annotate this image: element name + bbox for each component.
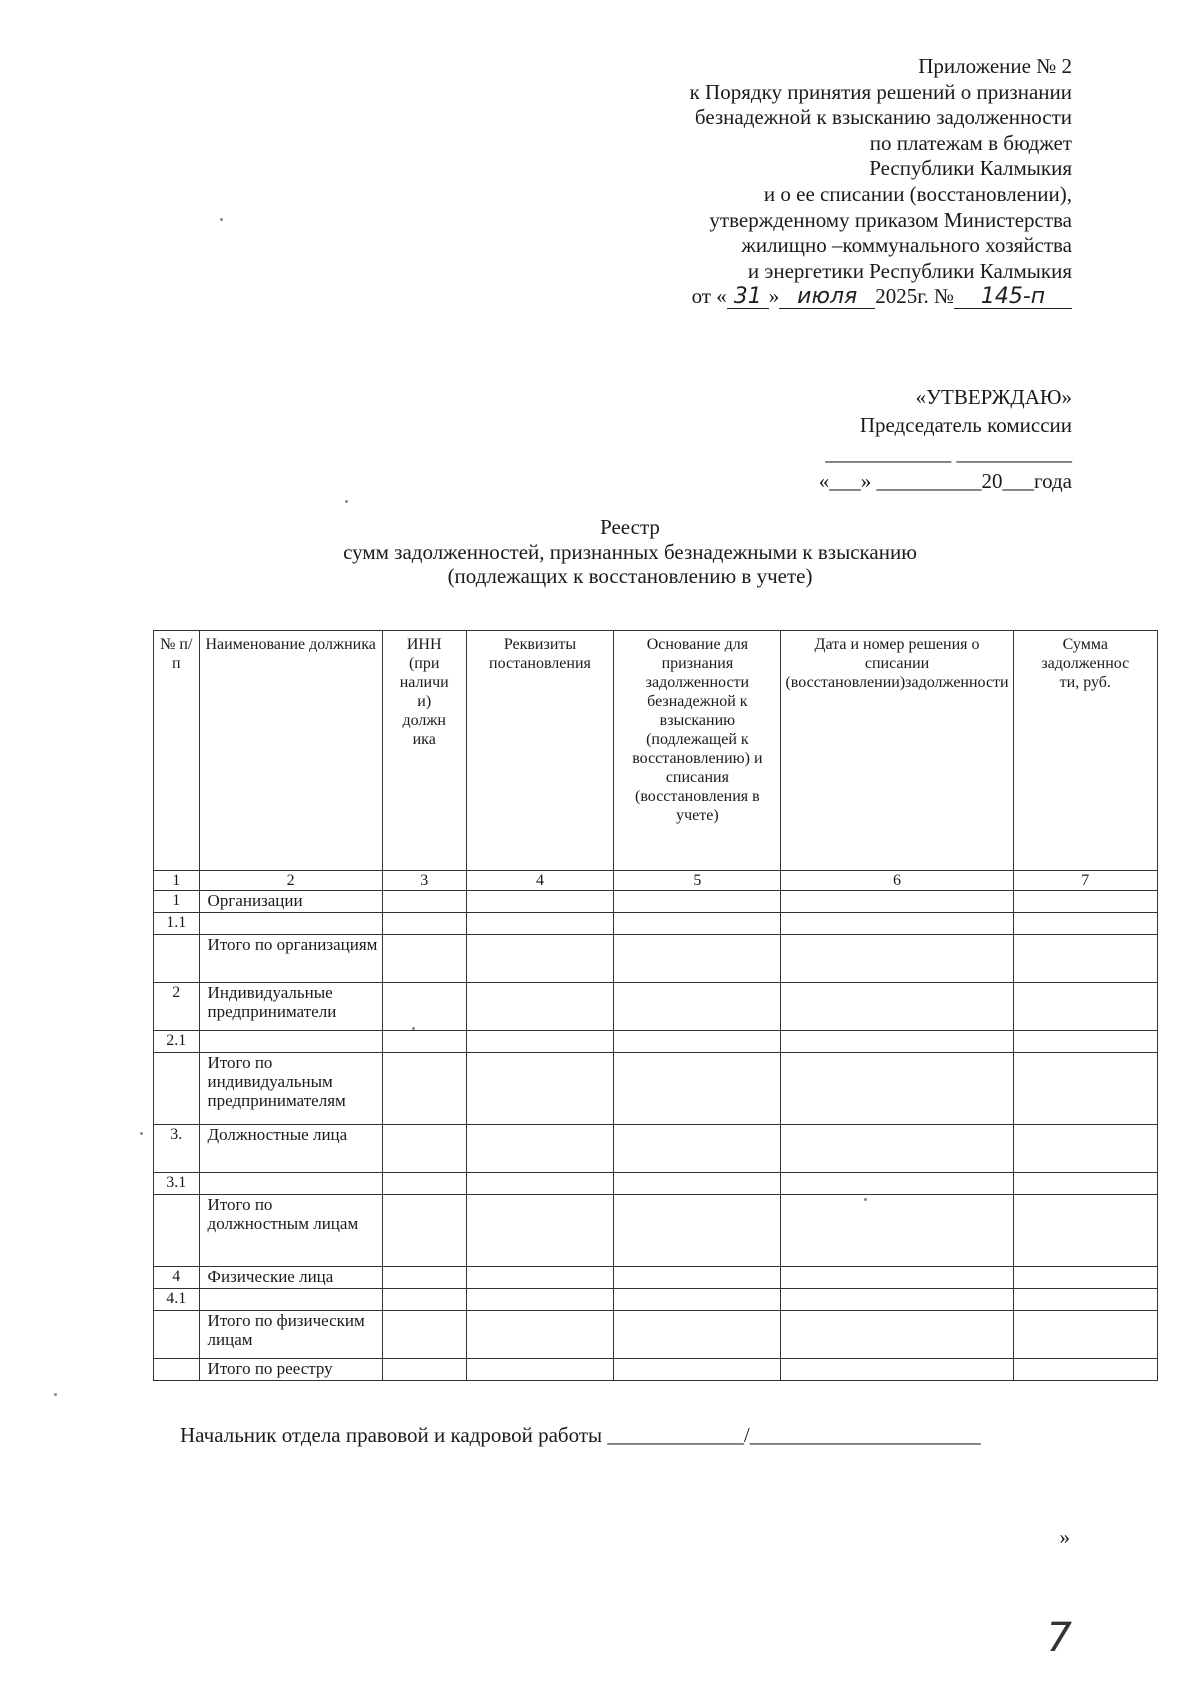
handwritten-month: июля (779, 286, 875, 309)
appendix-line: жилищно –коммунального хозяйства (741, 233, 1072, 258)
row-name: Итого по физическим лицам (199, 1311, 382, 1359)
scan-speck (864, 1198, 867, 1201)
department-head-signature-line: Начальник отдела правовой и кадровой работы _____________/______________________ (180, 1423, 981, 1447)
table-row (154, 1031, 1158, 1053)
heading-line: (подлежащих к восстановлению в учете) (447, 564, 813, 588)
heading-line: Реестр (600, 515, 660, 539)
appendix-line: к Порядку принятия решений о признании (689, 79, 1072, 104)
appendix-line: Республики Калмыкия (869, 156, 1072, 181)
header-text-line: и) (417, 693, 432, 710)
approval-title: «УТВЕРЖДАЮ» (915, 385, 1072, 409)
row-name: Физические лица (199, 1267, 382, 1289)
col-header-inn (382, 631, 466, 871)
table-row (154, 983, 1158, 1031)
row-number: 3. (154, 1125, 200, 1173)
table-row (154, 1053, 1158, 1125)
column-index: 3 (382, 871, 466, 891)
register-heading (240, 515, 1020, 589)
quote-close: » (768, 284, 780, 309)
scan-speck (140, 1132, 143, 1135)
row-name: Организации (199, 891, 382, 913)
approval-signature-line: ____________ ___________ (825, 441, 1072, 465)
table-row (154, 1173, 1158, 1195)
col-header-sum (1013, 631, 1157, 871)
table-row (154, 1359, 1158, 1381)
appendix-line: по платежам в бюджет (869, 130, 1072, 155)
row-number (154, 1195, 200, 1267)
header-text-line: ика (412, 731, 436, 748)
approval-date-line: «___» __________20___года (818, 469, 1072, 493)
row-name: Итого по индивидуальным предпринимателям (199, 1053, 382, 1125)
row-number (154, 1053, 200, 1125)
row-name: Итого по организациям (199, 935, 382, 983)
header-text-line: наличи (399, 674, 449, 691)
header-text-line: (при (408, 655, 440, 672)
approval-block (819, 383, 1072, 495)
row-number: 3.1 (154, 1173, 200, 1195)
table-row (154, 1195, 1158, 1267)
row-name (199, 913, 382, 935)
scan-speck (345, 500, 348, 503)
row-number: 4.1 (154, 1289, 200, 1311)
heading-line: сумм задолженностей, признанных безнадежными к взысканию (343, 539, 917, 564)
register-table (153, 630, 1158, 1381)
column-index: 6 (781, 871, 1013, 891)
table-row (154, 1267, 1158, 1289)
header-text-line: ИНН (406, 636, 442, 653)
table-row (154, 1311, 1158, 1359)
table-row (154, 891, 1158, 913)
year-text: 2025г. № (875, 284, 954, 309)
date-prefix: от « (691, 284, 727, 309)
row-name: Итого по реестру (199, 1359, 382, 1381)
header-row (154, 631, 1158, 871)
header-text-line: задолженнос (1041, 655, 1130, 672)
row-name (199, 1031, 382, 1053)
column-index-row (154, 871, 1158, 891)
scan-speck (54, 1393, 57, 1396)
row-name: Индивидуальные предприниматели (199, 983, 382, 1031)
row-number: 2 (154, 983, 200, 1031)
approval-position: Председатель комиссии (859, 413, 1072, 437)
row-name: Должностные лица (199, 1125, 382, 1173)
appendix-line: и о ее списании (восстановлении), (763, 181, 1072, 206)
row-number: 1 (154, 891, 200, 913)
appendix-line: Приложение № 2 (918, 54, 1072, 78)
row-number: 4 (154, 1267, 200, 1289)
col-header-decision: Дата и номер решения о списании (восстановлении)задолженности (781, 631, 1013, 871)
row-number: 1.1 (154, 913, 200, 935)
handwritten-order-number: 145-п (954, 286, 1072, 309)
col-header-basis: Основание для признания задолженности безнадежной к взысканию (подлежащей к восстановлению) и списания (восстановления в учете) (614, 631, 781, 871)
handwritten-page-number: 7 (1046, 1615, 1072, 1661)
column-index: 7 (1013, 871, 1157, 891)
column-index: 2 (199, 871, 382, 891)
header-text-line: ти, руб. (1059, 674, 1111, 691)
appendix-line: утвержденному приказом Министерства (709, 207, 1072, 232)
closing-quote: » (1059, 1525, 1070, 1549)
row-name (199, 1173, 382, 1195)
col-header-resolution: Реквизиты постановления (466, 631, 614, 871)
column-index: 1 (154, 871, 200, 891)
table-row (154, 935, 1158, 983)
col-header-debtor-name: Наименование должника (199, 631, 382, 871)
row-number (154, 935, 200, 983)
col-header-number: № п/п (154, 631, 200, 871)
table-row (154, 1125, 1158, 1173)
table-row (154, 1289, 1158, 1311)
header-text-line: Сумма (1062, 636, 1108, 653)
row-number: 2.1 (154, 1031, 200, 1053)
column-index: 5 (614, 871, 781, 891)
row-number (154, 1359, 200, 1381)
appendix-line: и энергетики Республики Калмыкия (747, 258, 1072, 283)
appendix-header (690, 54, 1072, 310)
table-row (154, 913, 1158, 935)
row-name (199, 1289, 382, 1311)
row-number (154, 1311, 200, 1359)
row-name: Итого по должностным лицам (199, 1195, 382, 1267)
scan-speck (220, 218, 223, 221)
handwritten-day: 31 (727, 286, 769, 309)
order-date-line (690, 284, 1072, 310)
column-index: 4 (466, 871, 614, 891)
header-text-line: должн (402, 712, 446, 729)
scan-speck (412, 1027, 415, 1030)
appendix-line: безнадежной к взысканию задолженности (694, 105, 1072, 130)
